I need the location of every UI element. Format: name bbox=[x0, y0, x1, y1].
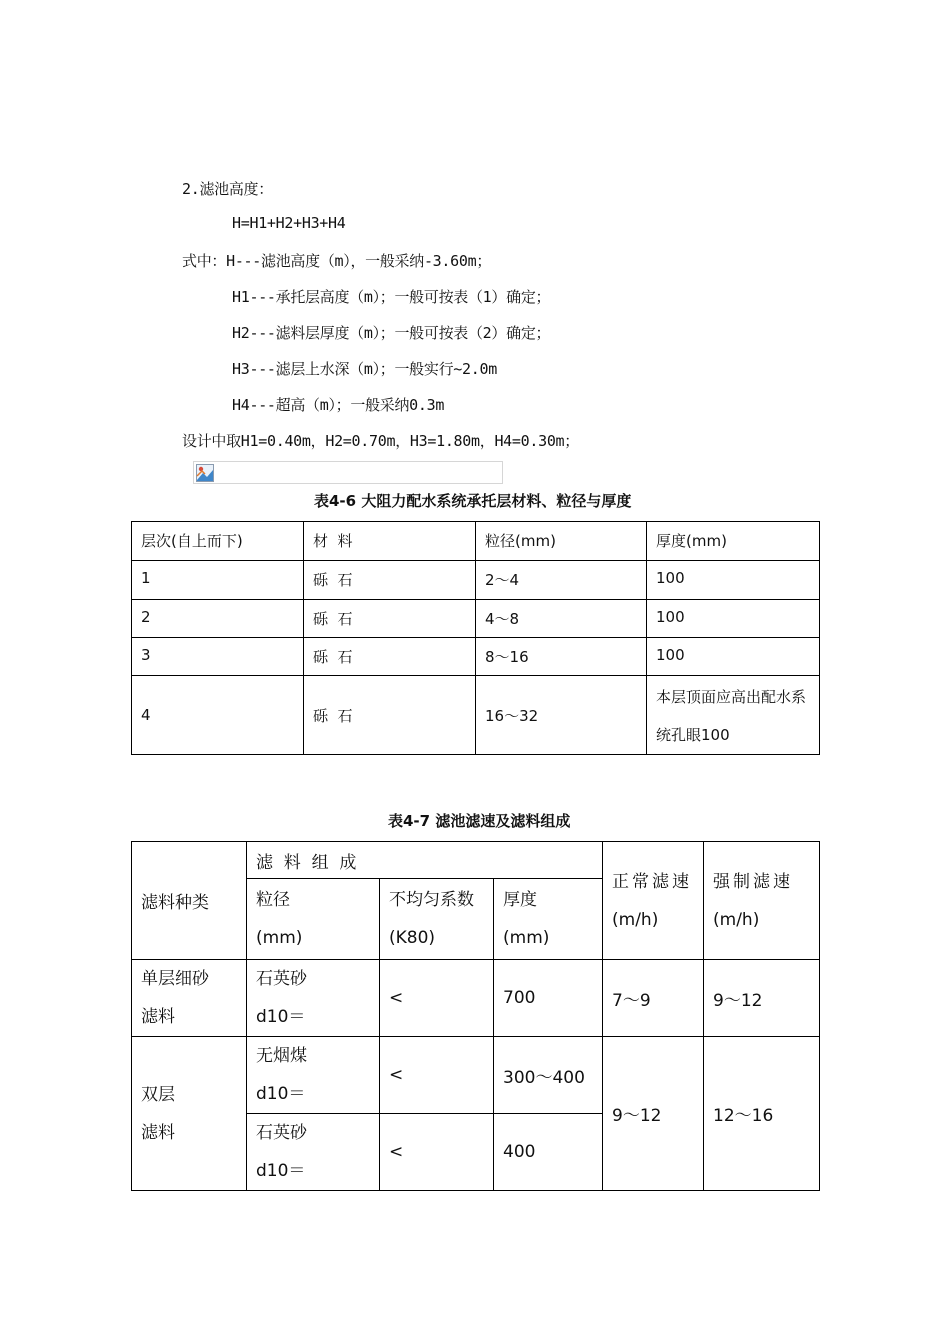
cell-size-line: 石英砂 bbox=[256, 1123, 307, 1143]
header-coefficient bbox=[380, 879, 494, 960]
cell-size-line: 无烟煤 bbox=[256, 1046, 307, 1066]
table-header-row bbox=[132, 522, 820, 561]
cell-material: 砾 石 bbox=[304, 676, 476, 755]
table-row bbox=[132, 1037, 820, 1114]
header-coefficient-unit: (K80) bbox=[389, 928, 436, 948]
table-4-6-caption: 表4-6 大阻力配水系统承托层材料、粒径与厚度 bbox=[314, 492, 632, 510]
cell-thickness: 400 bbox=[494, 1114, 603, 1191]
table-header-row bbox=[132, 842, 820, 879]
header-size-label: 粒径 bbox=[256, 890, 290, 910]
section-heading: 2.滤池高度： bbox=[182, 180, 273, 198]
cell-thickness: 700 bbox=[494, 960, 603, 1037]
broken-image-placeholder bbox=[193, 461, 503, 484]
cell-size bbox=[247, 1114, 380, 1191]
cell-material: 砾 石 bbox=[304, 638, 476, 676]
cell-size bbox=[247, 1037, 380, 1114]
table-row bbox=[132, 960, 820, 1037]
cell-size-line: d10＝ bbox=[256, 1007, 306, 1027]
cell-kind-double bbox=[132, 1037, 247, 1191]
cell-thickness: 300～400 bbox=[494, 1037, 603, 1114]
header-size: 粒径(mm) bbox=[476, 522, 647, 561]
header-thickness bbox=[494, 879, 603, 960]
cell-layer: 3 bbox=[132, 638, 304, 676]
cell-kind-line: 单层细砂 bbox=[141, 969, 209, 989]
cell-coefficient: < bbox=[380, 1114, 494, 1191]
cell-thickness: 100 bbox=[647, 600, 820, 638]
definition-h1: H1---承托层高度（m）；一般可按表（1）确定； bbox=[232, 288, 551, 306]
header-normal-speed bbox=[603, 842, 704, 960]
table-4-7 bbox=[131, 841, 820, 1191]
definition-h3: H3---滤层上水深（m）；一般实行~2.0m bbox=[232, 360, 497, 378]
header-layer: 层次(自上而下) bbox=[132, 522, 304, 561]
table-4-6 bbox=[131, 521, 820, 755]
cell-thickness: 100 bbox=[647, 561, 820, 600]
cell-kind-line: 滤料 bbox=[141, 1122, 175, 1143]
formula: H=H1+H2+H3+H4 bbox=[232, 214, 346, 232]
table-4-7-caption: 表4-7 滤池滤速及滤料组成 bbox=[388, 812, 571, 830]
cell-size-line: d10＝ bbox=[256, 1084, 306, 1104]
broken-image-icon bbox=[196, 464, 214, 482]
table-row bbox=[132, 676, 820, 755]
table-row bbox=[132, 600, 820, 638]
cell-coefficient: < bbox=[380, 960, 494, 1037]
cell-layer: 2 bbox=[132, 600, 304, 638]
header-forced-speed-label: 强制滤速 bbox=[713, 871, 793, 892]
cell-kind-line: 滤料 bbox=[141, 1007, 175, 1027]
header-filter-kind: 滤料种类 bbox=[132, 842, 247, 960]
cell-size-line: 石英砂 bbox=[256, 969, 307, 989]
header-forced-speed bbox=[704, 842, 820, 960]
cell-layer: 4 bbox=[132, 676, 304, 755]
cell-forced-speed: 9～12 bbox=[704, 960, 820, 1037]
cell-material: 砾 石 bbox=[304, 600, 476, 638]
cell-normal-speed: 7～9 bbox=[603, 960, 704, 1037]
cell-layer: 1 bbox=[132, 561, 304, 600]
header-size-unit: (mm) bbox=[256, 928, 303, 948]
cell-size: 4～8 bbox=[476, 600, 647, 638]
cell-forced-speed: 12～16 bbox=[704, 1037, 820, 1191]
cell-size-line: d10＝ bbox=[256, 1161, 306, 1181]
cell-thickness: 100 bbox=[647, 638, 820, 676]
table-row bbox=[132, 638, 820, 676]
table-row bbox=[132, 561, 820, 600]
cell-thickness: 本层顶面应高出配水系统孔眼100 bbox=[647, 676, 820, 755]
header-thickness: 厚度(mm) bbox=[647, 522, 820, 561]
definition-h2: H2---滤料层厚度（m）；一般可按表（2）确定； bbox=[232, 324, 551, 342]
cell-coefficient: < bbox=[380, 1037, 494, 1114]
cell-size bbox=[247, 960, 380, 1037]
header-filter-composition: 滤 料 组 成 bbox=[247, 842, 603, 879]
design-values: 设计中取H1=0.40m，H2=0.70m，H3=1.80m，H4=0.30m； bbox=[182, 432, 579, 450]
header-normal-speed-unit: (m/h) bbox=[612, 909, 659, 930]
cell-kind-single bbox=[132, 960, 247, 1037]
cell-normal-speed: 9～12 bbox=[603, 1037, 704, 1191]
cell-kind-line: 双层 bbox=[141, 1084, 175, 1105]
header-thickness-label: 厚度 bbox=[503, 890, 537, 910]
cell-size: 16～32 bbox=[476, 676, 647, 755]
header-normal-speed-label: 正常滤速 bbox=[612, 871, 692, 892]
header-size bbox=[247, 879, 380, 960]
cell-size: 2～4 bbox=[476, 561, 647, 600]
header-thickness-unit: (mm) bbox=[503, 928, 550, 948]
cell-size: 8～16 bbox=[476, 638, 647, 676]
header-material: 材 料 bbox=[304, 522, 476, 561]
header-coefficient-label: 不均匀系数 bbox=[389, 890, 474, 910]
definition-h: 式中：H---滤池高度（m），一般采纳-3.60m； bbox=[182, 252, 492, 270]
definition-h4: H4---超高（m）；一般采纳0.3m bbox=[232, 396, 445, 414]
header-forced-speed-unit: (m/h) bbox=[713, 909, 760, 930]
cell-material: 砾 石 bbox=[304, 561, 476, 600]
